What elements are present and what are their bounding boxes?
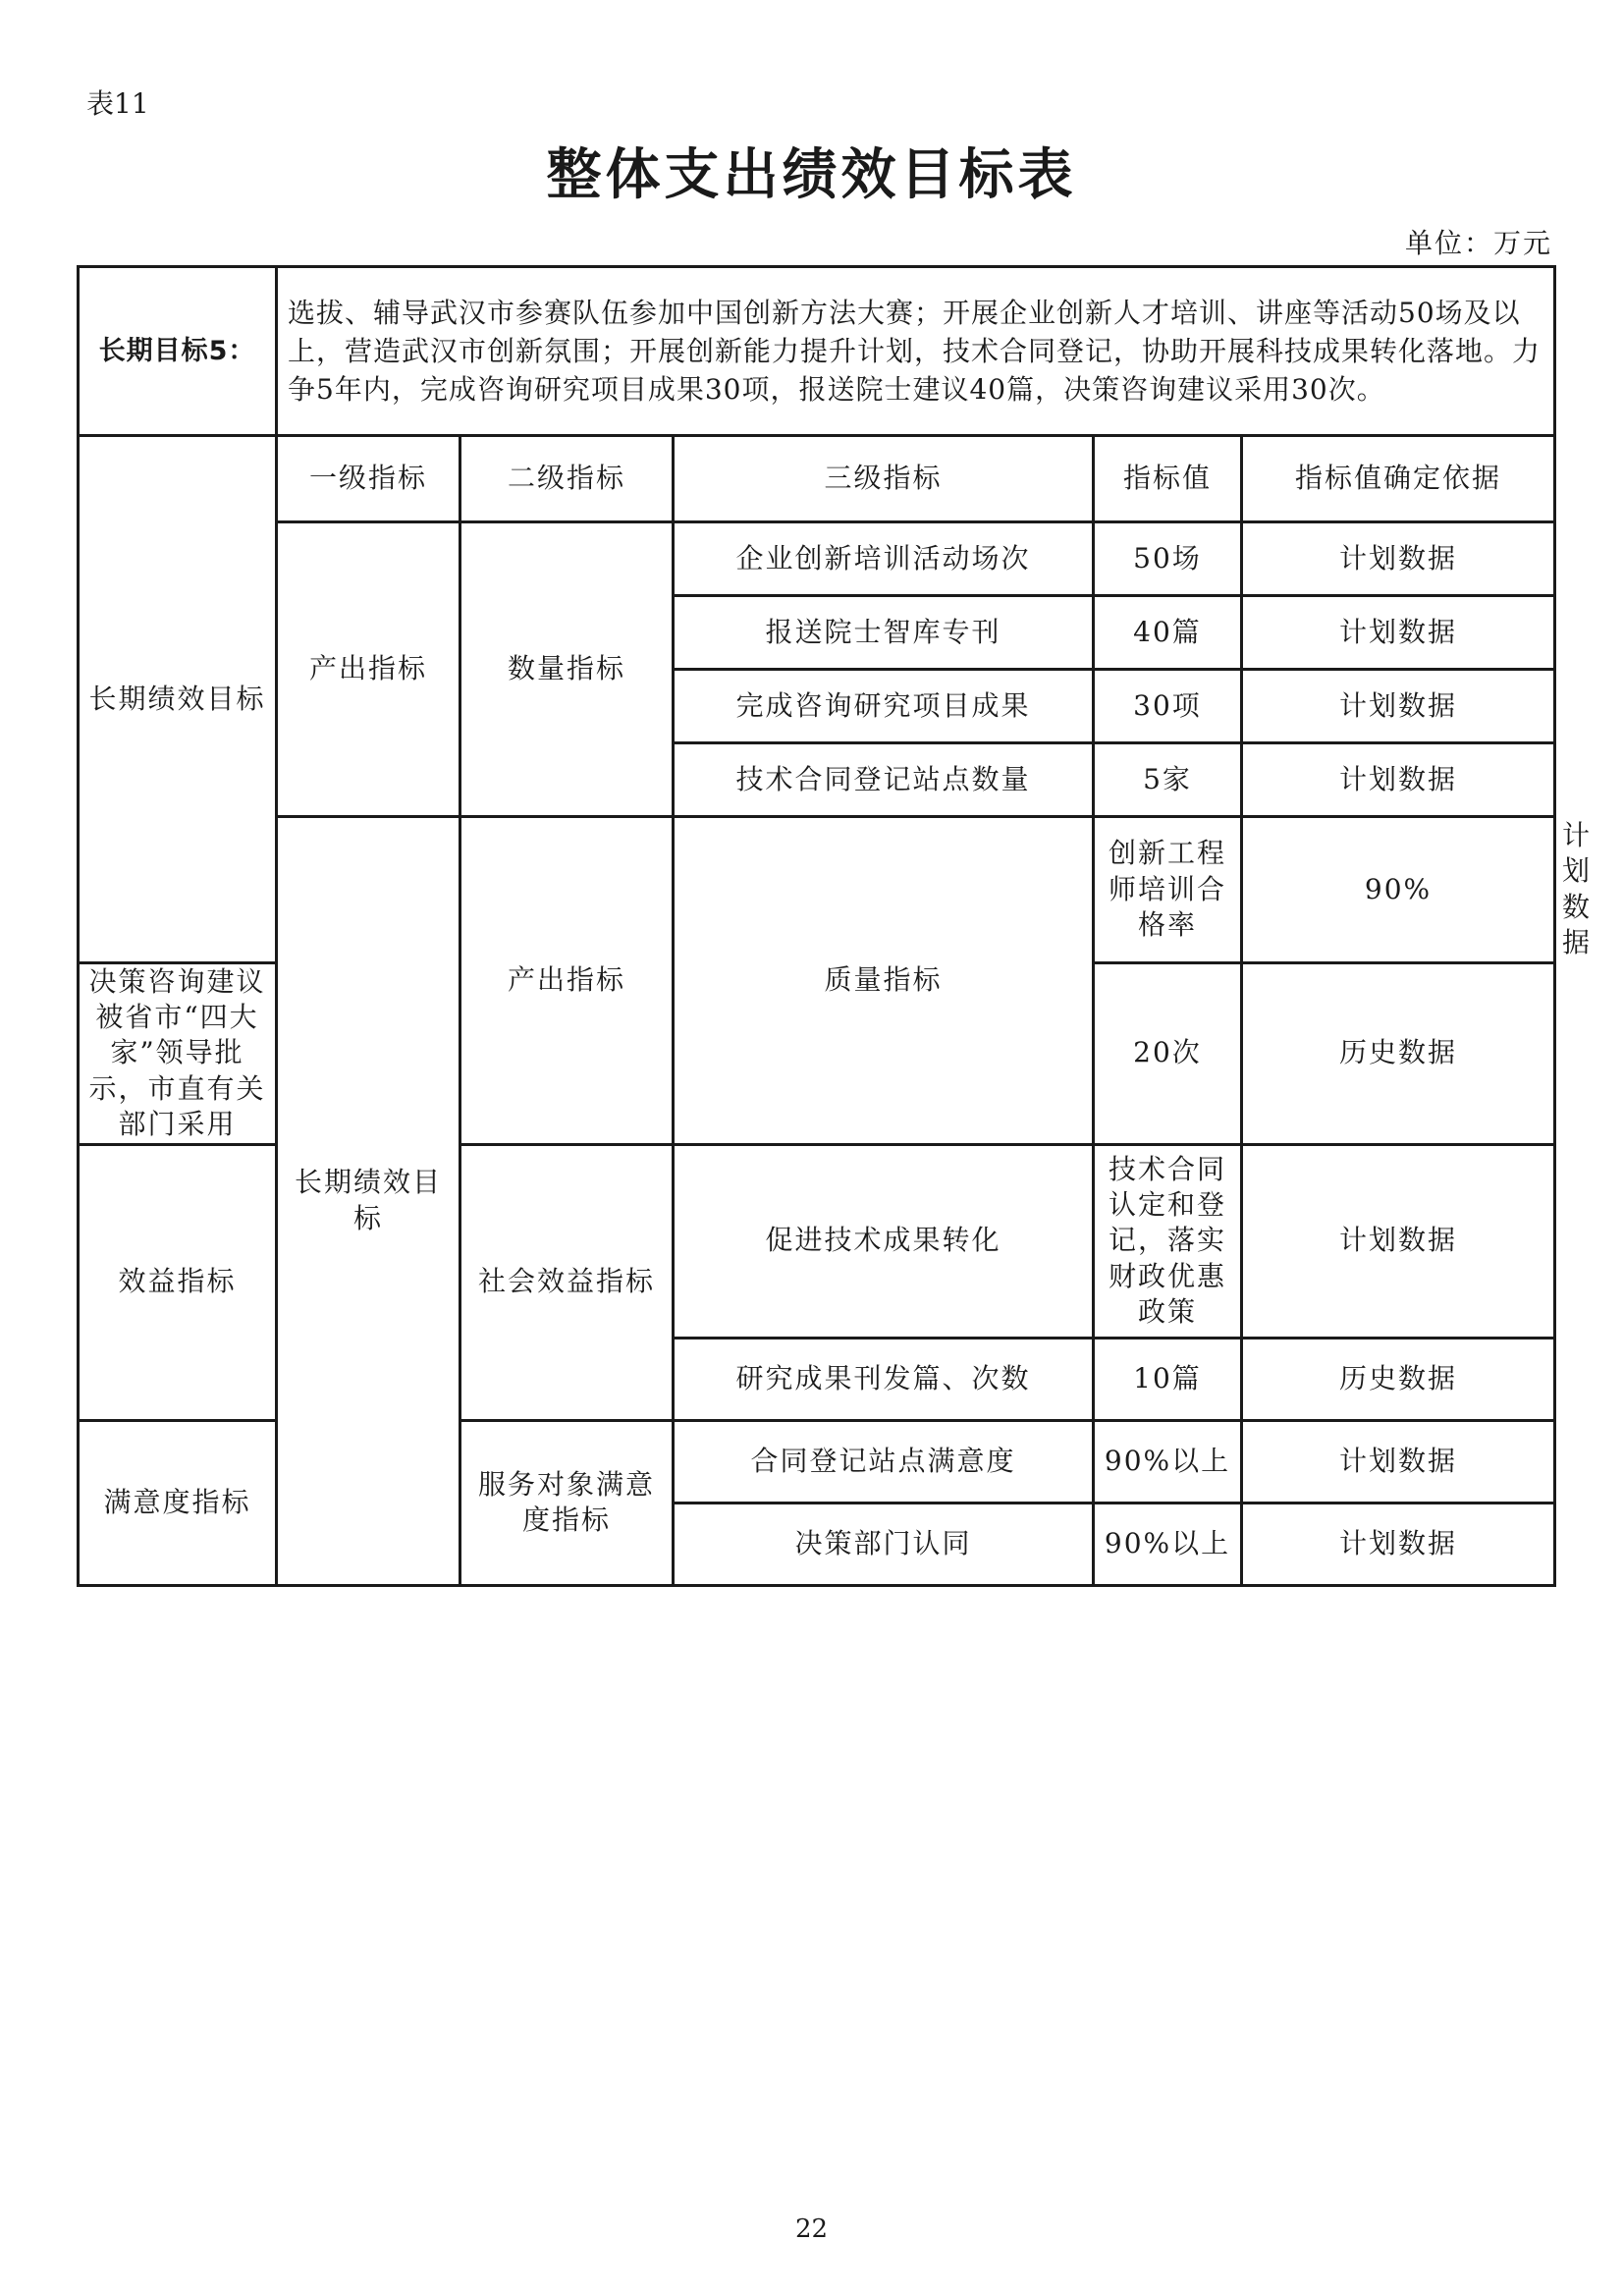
table-row — [79, 522, 1555, 596]
level1-cell: 产出指标 — [460, 817, 674, 1145]
level2-cell: 服务对象满意度指标 — [460, 1420, 674, 1585]
table-row: 长期绩效目标 产出指标 质量指标 创新工程师培训合格率 90% 计划数据 — [79, 817, 1555, 963]
basis-cell: 计划数据 — [1242, 1144, 1555, 1338]
table-number: 表11 — [86, 87, 149, 120]
value-cell: 5家 — [1094, 743, 1242, 817]
level1-cell: 效益指标 — [79, 1144, 277, 1420]
basis-cell: 历史数据 — [1242, 1338, 1555, 1420]
indicator-cell: 创新工程师培训合格率 — [1094, 817, 1242, 963]
indicator-cell: 决策部门认同 — [674, 1503, 1094, 1585]
performance-target-table — [77, 265, 1593, 1587]
indicator-cell: 决策咨询建议被省市“四大家”领导批示，市直有关部门采用 — [79, 962, 277, 1144]
basis-cell: 计划数据 — [1242, 670, 1555, 743]
level2-cell: 质量指标 — [674, 817, 1094, 1145]
header-level1: 一级指标 — [277, 436, 460, 522]
indicator-cell: 企业创新培训活动场次 — [674, 522, 1094, 596]
group-label: 长期绩效目标 — [277, 817, 460, 1586]
header-row — [79, 436, 1555, 522]
indicator-cell: 研究成果刊发篇、次数 — [674, 1338, 1094, 1420]
indicator-cell: 完成咨询研究项目成果 — [674, 670, 1094, 743]
indicator-cell: 促进技术成果转化 — [674, 1144, 1094, 1338]
header-value: 指标值 — [1094, 436, 1242, 522]
level2-cell: 数量指标 — [460, 522, 674, 817]
value-cell: 50场 — [1094, 522, 1242, 596]
level2-cell: 社会效益指标 — [460, 1144, 674, 1420]
goal-label: 长期目标5： — [79, 267, 277, 436]
indicator-cell: 报送院士智库专刊 — [674, 596, 1094, 670]
indicator-cell: 技术合同登记站点数量 — [674, 743, 1094, 817]
unit-label: 单位：万元 — [1404, 227, 1552, 259]
basis-cell: 计划数据 — [1242, 522, 1555, 596]
value-cell: 90%以上 — [1094, 1503, 1242, 1585]
value-cell: 90%以上 — [1094, 1420, 1242, 1503]
value-cell: 20次 — [1094, 962, 1242, 1144]
basis-cell: 计划数据 — [1242, 1503, 1555, 1585]
goal-description: 选拔、辅导武汉市参赛队伍参加中国创新方法大赛；开展企业创新人才培训、讲座等活动50场及以上，营造武汉市创新氛围；开展创新能力提升计划，技术合同登记，协助开展科技成果转化落地。力争5年内，完成咨询研究项目成果30项，报送院士建议40篇，决策咨询建议采用30次。 — [277, 267, 1555, 436]
page-title: 整体支出绩效目标表 — [546, 143, 1077, 207]
basis-cell: 计划数据 — [1242, 743, 1555, 817]
level1-cell: 产出指标 — [277, 522, 460, 817]
value-cell: 技术合同认定和登记，落实财政优惠政策 — [1094, 1144, 1242, 1338]
level1-cell: 满意度指标 — [79, 1420, 277, 1585]
basis-cell: 计划数据 — [1242, 1420, 1555, 1503]
indicator-cell: 合同登记站点满意度 — [674, 1420, 1094, 1503]
header-level2: 二级指标 — [460, 436, 674, 522]
basis-cell: 计划数据 — [1242, 596, 1555, 670]
page-number: 22 — [794, 2214, 829, 2244]
value-cell: 90% — [1242, 817, 1555, 963]
header-level3: 三级指标 — [674, 436, 1094, 522]
basis-cell: 历史数据 — [1242, 962, 1555, 1144]
header-basis: 指标值确定依据 — [1242, 436, 1555, 522]
group-label: 长期绩效目标 — [79, 436, 277, 963]
value-cell: 30项 — [1094, 670, 1242, 743]
value-cell: 40篇 — [1094, 596, 1242, 670]
value-cell: 10篇 — [1094, 1338, 1242, 1420]
goal-row — [79, 267, 1555, 436]
